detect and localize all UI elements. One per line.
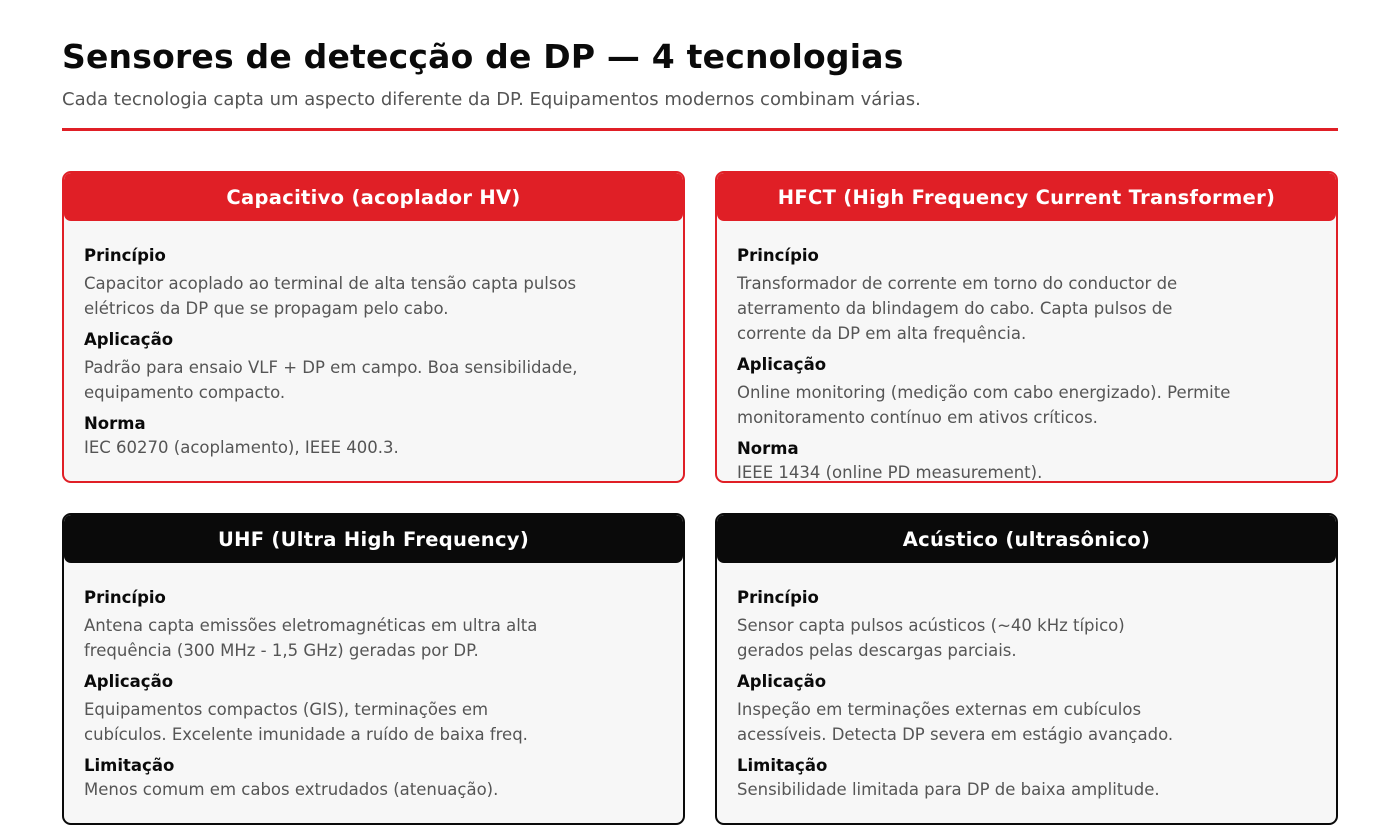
page-title: Sensores de detecção de DP — 4 tecnologias bbox=[62, 37, 904, 76]
card-capacitive bbox=[62, 171, 685, 483]
section-label-application: Aplicação bbox=[737, 672, 827, 691]
card-title: UHF (Ultra High Frequency) bbox=[64, 515, 683, 563]
section-text-limitation: Sensibilidade limitada para DP de baixa amplitude. bbox=[737, 780, 1160, 799]
section-label-principle: Princípio bbox=[737, 246, 819, 265]
section-text-application: Inspeção em terminações externas em cubículos acessíveis. Detecta DP severa em estágio avançado. bbox=[737, 700, 1174, 744]
section-text-limitation: Menos comum em cabos extrudados (atenuação). bbox=[84, 780, 499, 799]
section-text-principle: Sensor capta pulsos acústicos (~40 kHz típico) gerados pelas descargas parciais. bbox=[737, 616, 1125, 660]
section-label-limitation: Limitação bbox=[737, 756, 828, 775]
section-label-principle: Princípio bbox=[84, 246, 166, 265]
page-header bbox=[62, 36, 1338, 112]
card-hfct bbox=[715, 171, 1338, 483]
section-label-principle: Princípio bbox=[737, 588, 819, 607]
section-label-principle: Princípio bbox=[84, 588, 166, 607]
section-label-application: Aplicação bbox=[737, 355, 827, 374]
section-text-principle: Capacitor acoplado ao terminal de alta tensão capta pulsos elétricos da DP que se propagam pelo cabo. bbox=[84, 274, 577, 318]
section-text-standard: IEC 60270 (acoplamento), IEEE 400.3. bbox=[84, 438, 399, 457]
section-label-application: Aplicação bbox=[84, 330, 174, 349]
card-title: Capacitivo (acoplador HV) bbox=[64, 173, 683, 221]
section-text-application: Equipamentos compactos (GIS), terminações em cubículos. Excelente imunidade a ruído de baixa freq. bbox=[84, 700, 528, 744]
section-text-principle: Transformador de corrente em torno do conductor de aterramento da blindagem do cabo. Capta pulsos de corrente da DP em alta frequência. bbox=[737, 274, 1178, 343]
section-text-application: Online monitoring (medição com cabo energizado). Permite monitoramento contínuo em ativos críticos. bbox=[737, 383, 1231, 427]
card-acoustic bbox=[715, 513, 1338, 825]
section-text-standard: IEEE 1434 (online PD measurement). bbox=[737, 463, 1043, 482]
section-label-application: Aplicação bbox=[84, 672, 174, 691]
section-label-limitation: Limitação bbox=[84, 756, 175, 775]
card-uhf bbox=[62, 513, 685, 825]
section-text-principle: Antena capta emissões eletromagnéticas em ultra alta frequência (300 MHz - 1,5 GHz) geradas por DP. bbox=[84, 616, 538, 660]
header-divider bbox=[62, 128, 1338, 131]
page-subtitle: Cada tecnologia capta um aspecto diferente da DP. Equipamentos modernos combinam várias. bbox=[62, 89, 921, 110]
section-label-standard: Norma bbox=[737, 439, 799, 458]
card-title: HFCT (High Frequency Current Transformer) bbox=[717, 173, 1336, 221]
card-title: Acústico (ultrasônico) bbox=[717, 515, 1336, 563]
section-label-standard: Norma bbox=[84, 414, 146, 433]
section-text-application: Padrão para ensaio VLF + DP em campo. Boa sensibilidade, equipamento compacto. bbox=[84, 358, 578, 402]
